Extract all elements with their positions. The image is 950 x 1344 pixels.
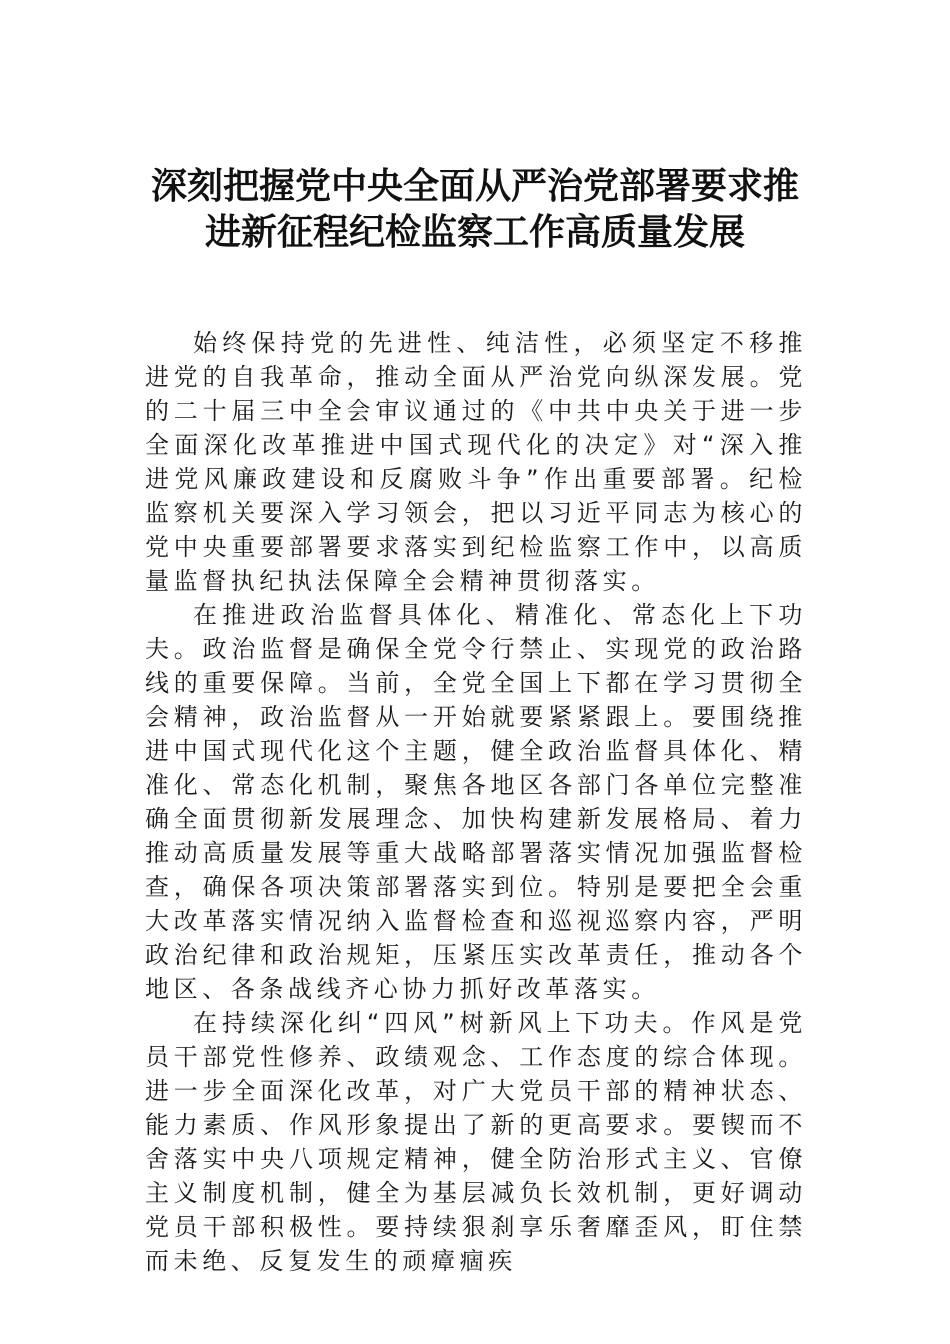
document-body xyxy=(145,326,807,1278)
document-title-line-2: 进新征程纪检监察工作高质量发展 xyxy=(204,211,745,253)
paragraph-3: 在持续深化纠“四风”树新风上下功夫。作风是党员干部党性修养、政绩观念、工作态度的综合体现。进一步全面深化改革，对广大党员干部的精神状态、能力素质、作风形象提出了新的更高要求。要锲而不舍落实中央八项规定精神，健全防治形式主义、官僚主义制度机制，健全为基层减负长效机制，更好调动党员干部积极性。要持续狠刹享乐奢靡歪风，盯住禁而未绝、反复发生的顽瘴痼疾 xyxy=(145,1009,807,1275)
document-title-line-1: 深刻把握党中央全面从严治党部署要求推 xyxy=(150,165,799,207)
paragraph-1: 始终保持党的先进性、纯洁性，必须坚定不移推进党的自我革命，推动全面从严治党向纵深发展。党的二十届三中全会审议通过的《中共中央关于进一步全面深化改革推进中国式现代化的决定》对“深入推进党风廉政建设和反腐败斗争”作出重要部署。纪检监察机关要深入学习领会，把以习近平同志为核心的党中央重要部署要求落实到纪检监察工作中，以高质量监督执纪执法保障全会精神贯彻落实。 xyxy=(145,329,807,595)
paragraph-2: 在推进政治监督具体化、精准化、常态化上下功夫。政治监督是确保全党令行禁止、实现党的政治路线的重要保障。当前，全党全国上下都在学习贯彻全会精神，政治监督从一开始就要紧紧跟上。要围绕推进中国式现代化这个主题，健全政治监督具体化、精准化、常态化机制，聚焦各地区各部门各单位完整准确全面贯彻新发展理念、加快构建新发展格局、着力推动高质量发展等重大战略部署落实情况加强监督检查，确保各项决策部署落实到位。特别是要把全会重大改革落实情况纳入监督检查和巡视巡察内容，严明政治纪律和政治规矩，压紧压实改革责任，推动各个地区、各条战线齐心协力抓好改革落实。 xyxy=(145,601,807,1003)
